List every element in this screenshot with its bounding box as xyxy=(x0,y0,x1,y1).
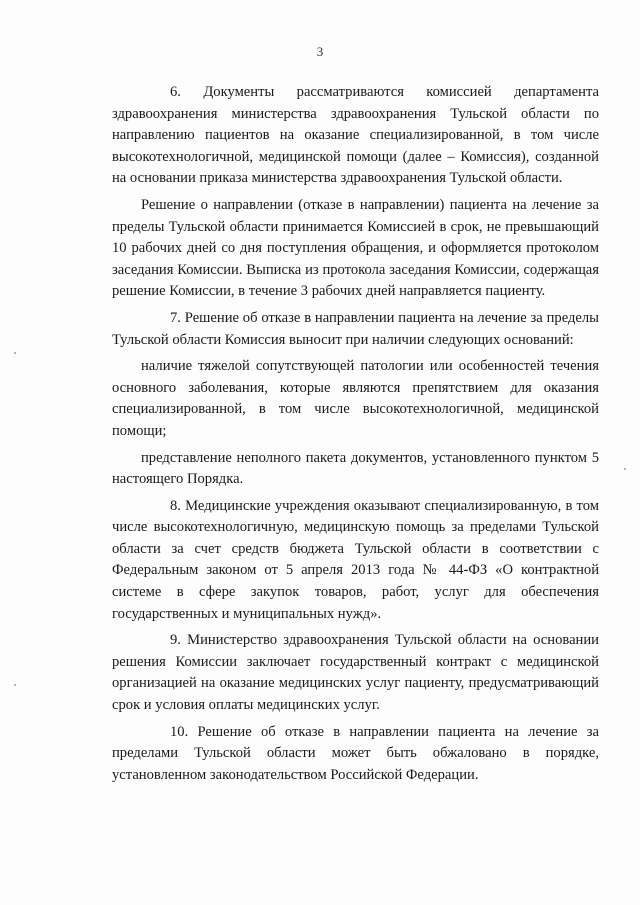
paragraph-text: наличие тяжелой сопутствующей патологии или особенностей течения основного заболевания, которые являются препятствием для оказания специализированной, в том числе высокотехнологичной, медицинской помощи; xyxy=(112,358,599,439)
paragraph-number: 8. xyxy=(170,497,181,514)
paragraph-text: Решение об отказе в направлении пациента на лечение за пределами Тульской области может быть обжаловано в порядке, установленном законодательством Российской Федерации. xyxy=(112,723,599,783)
refusal-reason-1 xyxy=(112,356,599,442)
paragraph-6 xyxy=(112,82,599,190)
paragraph-number: 10. xyxy=(170,723,189,740)
paragraph-8 xyxy=(112,496,599,626)
paragraph-10 xyxy=(112,722,599,787)
document-body xyxy=(112,82,599,791)
refusal-reason-2 xyxy=(112,448,599,491)
paragraph-number: 7. xyxy=(170,309,181,326)
paragraph-number: 6. xyxy=(170,84,181,100)
paragraph-text: Министерство здравоохранения Тульской области на основании решения Комиссии заключает государственный контракт с медицинской организацией на оказание медицинских услуг пациенту, предусматривающий срок и условия оплаты медицинских услуг. xyxy=(112,632,599,714)
paragraph-6-continued xyxy=(112,195,599,303)
paragraph-text: Решение об отказе в направлении пациента на лечение за пределы Тульской области Комиссия выносит при наличии следующих оснований: xyxy=(112,309,599,348)
paragraph-text: Документы рассматриваются комиссией департамента здравоохранения министерства здравоохранения Тульской области по направлению пациентов на оказание специализированной, в том числе высокотехнологичной, медицинской помощи (далее – Комиссия), созданной на основании приказа министерства здравоохранения Тульской области. xyxy=(112,84,599,187)
page-number: 3 xyxy=(316,44,324,59)
scan-speck xyxy=(14,684,16,686)
paragraph-text: Медицинские учреждения оказывают специализированную, в том числе высокотехнологичную, медицинскую помощь за пределами Тульской области за счет средств бюджета Тульской области в соответствии с Федеральным законом от 5 апреля 2013 года № 44-ФЗ «О контрактной системе в сфере закупок товаров, работ, услуг для обеспечения государственных и муниципальных нужд». xyxy=(112,497,599,622)
paragraph-7 xyxy=(112,308,599,351)
paragraph-number: 9. xyxy=(170,632,181,649)
scan-speck xyxy=(624,468,626,470)
paragraph-text: Решение о направлении (отказе в направлении) пациента на лечение за пределы Тульской области принимается Комиссией в срок, не превышающий 10 рабочих дней со дня поступления обращения, и оформляется протоколом заседания Комиссии. Выписка из протокола заседания Комиссии, содержащая решение Комиссии, в течение 3 рабочих дней направляется пациенту. xyxy=(112,196,599,300)
paragraph-9 xyxy=(112,630,599,716)
paragraph-text: представление неполного пакета документов, установленного пунктом 5 настоящего Порядка. xyxy=(112,449,599,488)
scan-speck xyxy=(14,352,16,354)
